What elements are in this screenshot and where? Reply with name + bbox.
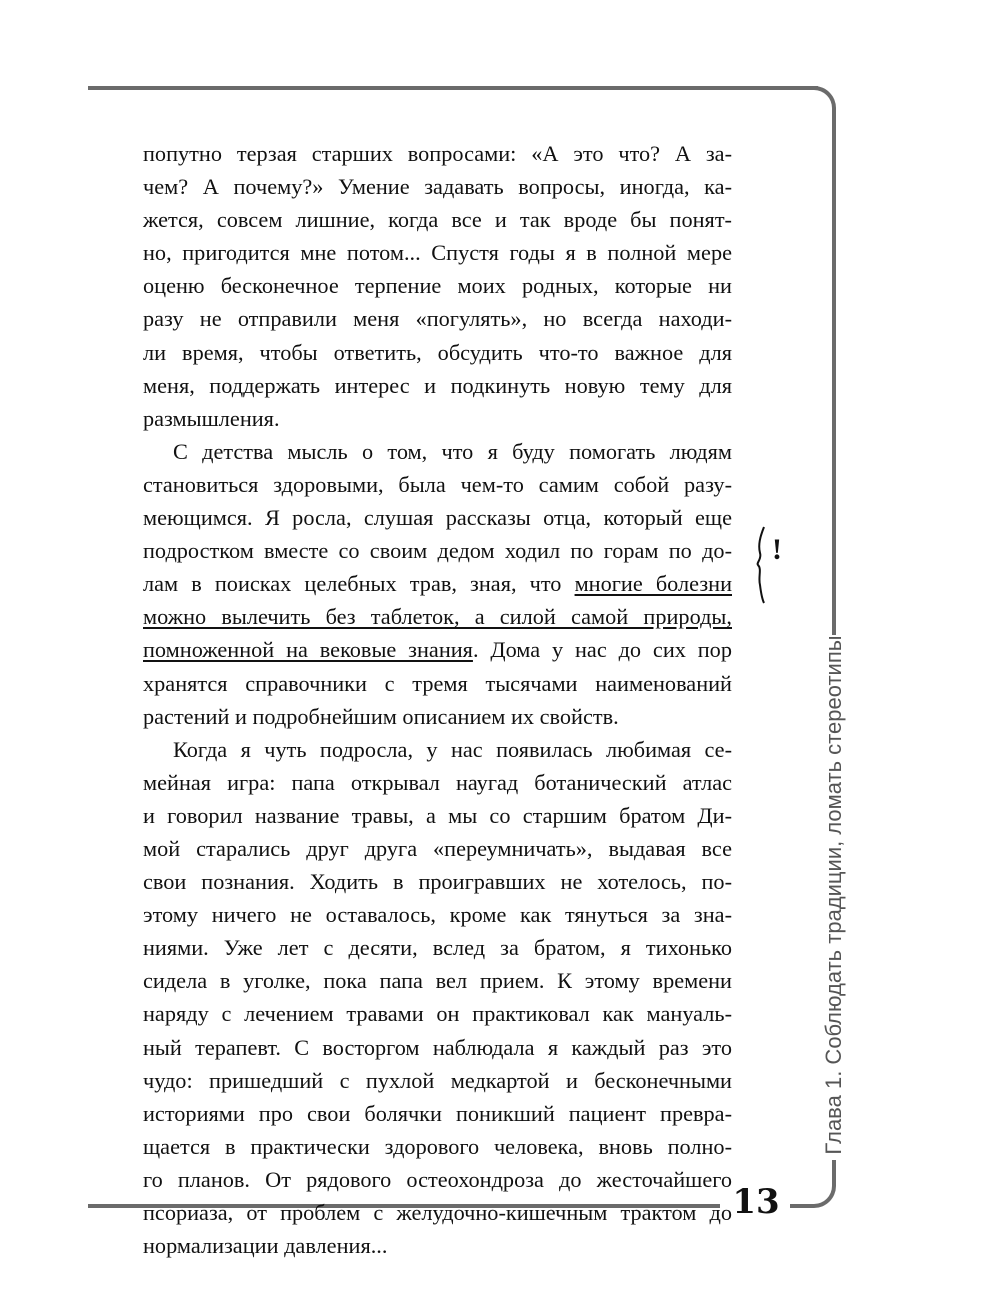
- text-line: меня, поддержать интерес и подкинуть новую тему для: [143, 372, 732, 398]
- text-line: меющимся. Я росла, слушая рассказы отца, который еще: [143, 505, 732, 531]
- text-line: наряду с лечением травами он практиковал как мануаль-: [143, 1001, 732, 1027]
- underlined-text: помноженной на вековые знания: [143, 637, 473, 663]
- text-line: мейная игра: папа открывал наугад ботанический атлас: [143, 769, 732, 795]
- text-line: хранятся справочники с тремя тысячами наименований: [143, 670, 732, 696]
- page-frame-top: [88, 86, 818, 90]
- text-line: [143, 600, 732, 633]
- text-line: сидела в уголке, пока папа вел прием. К этому времени: [143, 968, 732, 994]
- page-frame-right: [832, 120, 836, 635]
- body-text: [143, 137, 732, 1262]
- text-line: разу не отправили меня «погулять», но всегда находи-: [143, 306, 732, 332]
- underlined-text: можно вылечить без таблеток, а силой самой природы,: [143, 604, 732, 630]
- text-line: ли время, чтобы ответить, обсудить что-то важное для: [143, 339, 732, 365]
- text-line: этому ничего не оставалось, кроме как тянуться за зна-: [143, 902, 732, 928]
- text-line: С детства мысль о том, что я буду помогать людям: [173, 438, 732, 464]
- text-line: ный терапевт. С восторгом наблюдала я каждый раз это: [143, 1034, 732, 1060]
- text-line: го планов. От рядового остеохондроза до жесточайшего: [143, 1166, 732, 1192]
- page-frame-corner: [790, 1168, 836, 1208]
- text-line: подростком вместе со своим дедом ходил по горам по до-: [143, 538, 732, 564]
- text-line: свои познания. Ходить в проигравших не хотелось, по-: [143, 869, 732, 895]
- margin-note: [752, 525, 792, 610]
- text-line: псориаза, от проблем с желудочно-кишечным трактом до: [143, 1200, 732, 1225]
- text-span: лам в поисках целебных трав, зная, что: [143, 571, 575, 597]
- text-line: нормализации давления...: [143, 1233, 388, 1259]
- page-number: 13: [732, 1182, 780, 1222]
- chapter-title: Глава 1. Соблюдать традиции, ломать стереотипы: [821, 635, 846, 1155]
- text-line: [143, 633, 732, 666]
- text-line: оценю бесконечное терпение моих родных, которые ни: [143, 273, 732, 299]
- text-line: [143, 567, 732, 600]
- text-line: Когда я чуть подросла, у нас появилась любимая се-: [173, 736, 732, 762]
- page-frame-corner: [796, 86, 836, 126]
- text-line: ниями. Уже лет с десяти, вслед за братом, я тихонько: [143, 935, 732, 961]
- text-span: . Дома у нас до сих пор: [472, 637, 732, 663]
- exclamation-mark: !: [772, 533, 782, 566]
- text-line: чудо: пришедший с пухлой медкартой и бесконечными: [143, 1067, 732, 1093]
- text-line: растений и подробнейшим описанием их свойств.: [143, 703, 619, 729]
- underlined-text: многие болезни: [574, 571, 732, 597]
- text-line: но, пригодится мне потом... Спустя годы я в полной мере: [143, 240, 732, 266]
- text-line: становиться здоровыми, была чем-то самим собой разу-: [143, 471, 732, 497]
- text-line: жется, совсем лишние, когда все и так вроде бы понят-: [143, 207, 732, 233]
- text-line: щается в практически здорового человека, вновь полно-: [143, 1133, 732, 1159]
- text-line: историями про свои болячки поникший пациент превра-: [143, 1100, 732, 1126]
- text-line: мой старались друг друга «переумничать», выдавая все: [143, 835, 732, 861]
- text-line: и говорил название травы, а мы со старшим братом Ди-: [143, 802, 732, 828]
- text-line: попутно терзая старших вопросами: «А это что? А за-: [143, 141, 732, 166]
- text-line: чем? А почему?» Умение задавать вопросы, иногда, ка-: [143, 174, 732, 200]
- text-line: размышления.: [143, 405, 280, 431]
